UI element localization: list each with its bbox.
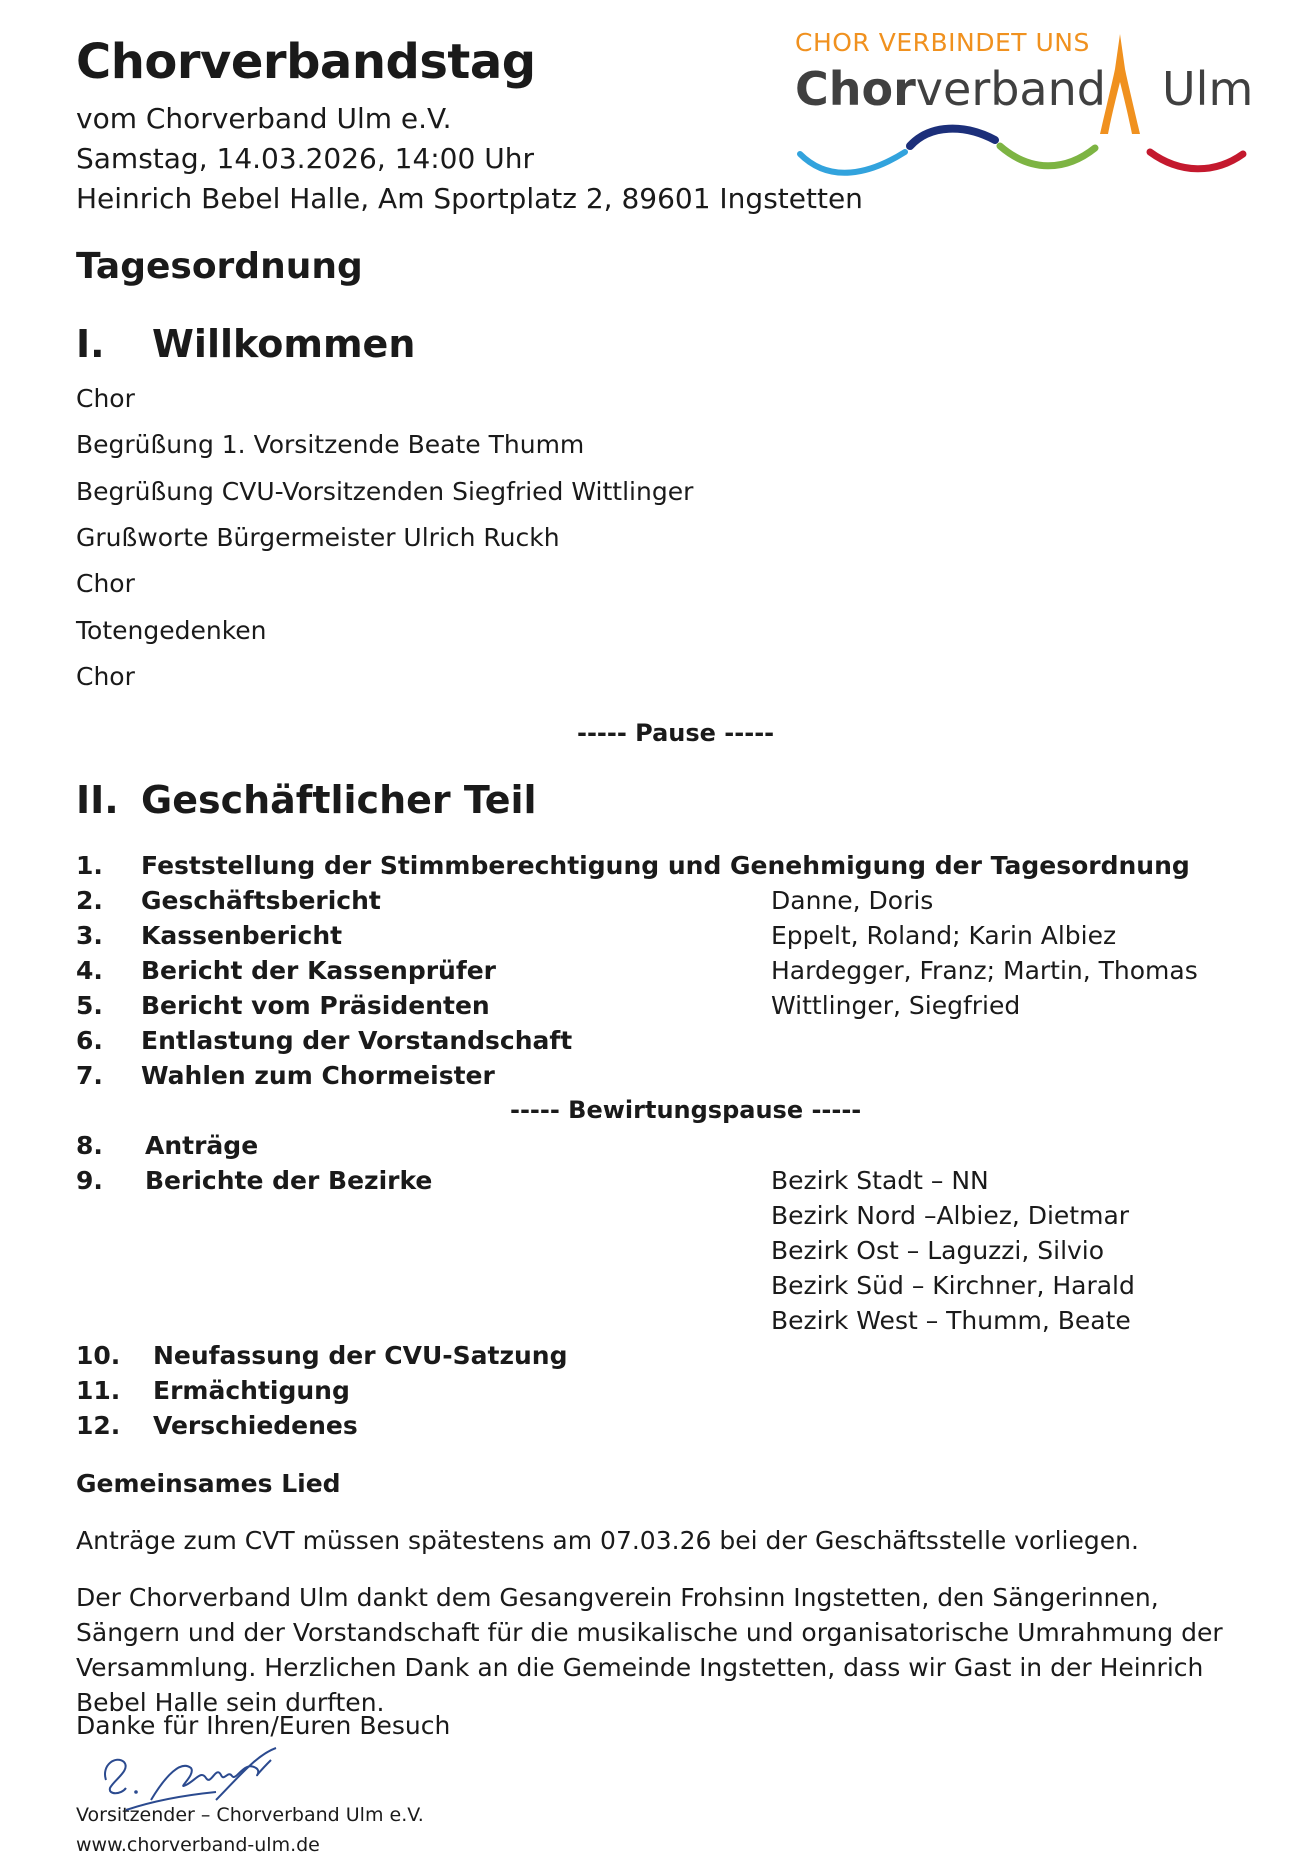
agenda-item-number: 4. (76, 956, 103, 985)
agenda-item-label: Neufassung der CVU-Satzung (153, 1341, 568, 1370)
section2-number: II. (76, 778, 119, 822)
common-song: Gemeinsames Lied (76, 1469, 341, 1498)
section1-title: Willkommen (152, 322, 416, 366)
agenda-item-number: 10. (76, 1341, 121, 1370)
welcome-item: Chor (76, 384, 135, 413)
district-report: Bezirk Stadt – NN (771, 1166, 989, 1195)
agenda-item-responsible: Danne, Doris (771, 886, 934, 915)
agenda-item-label: Kassenbericht (141, 921, 343, 950)
agenda-item-label: Verschiedenes (153, 1411, 358, 1440)
agenda-item-label: Berichte der Bezirke (145, 1166, 433, 1195)
agenda-item-number: 2. (76, 886, 103, 915)
logo-spire-shape (1100, 34, 1140, 134)
agenda-item-number: 1. (76, 851, 103, 880)
agenda-item-number: 11. (76, 1376, 121, 1405)
welcome-item: Begrüßung 1. Vorsitzende Beate Thumm (76, 430, 585, 459)
signer-role: Vorsitzender – Chorverband Ulm e.V. (76, 1804, 424, 1826)
welcome-item: Chor (76, 569, 135, 598)
location-line: Heinrich Bebel Halle, Am Sportplatz 2, 89601 Ingstetten (76, 182, 863, 215)
logo-wave-lightblue (800, 152, 905, 173)
organizer-line: vom Chorverband Ulm e.V. (76, 102, 452, 135)
agenda-item-label: Bericht der Kassenprüfer (141, 956, 497, 985)
date-time-line: Samstag, 14.03.2026, 14:00 Uhr (76, 142, 534, 175)
logo-wave-green (1000, 146, 1095, 166)
agenda-item-label: Anträge (145, 1131, 259, 1160)
bewirtungspause-separator: ----- Bewirtungspause ----- (510, 1096, 862, 1124)
logo-city: Ulm (1162, 62, 1254, 116)
section2-title: Geschäftlicher Teil (141, 778, 537, 822)
agenda-item-label: Bericht vom Präsidenten (141, 991, 490, 1020)
district-report: Bezirk Ost – Laguzzi, Silvio (771, 1236, 1105, 1265)
agenda-item-label: Ermächtigung (153, 1376, 350, 1405)
agenda-item-number: 12. (76, 1411, 121, 1440)
logo-graphic (795, 24, 1255, 184)
agenda-heading: Tagesordnung (76, 246, 363, 287)
agenda-item-number: 9. (76, 1166, 103, 1195)
district-report: Bezirk Nord –Albiez, Dietmar (771, 1201, 1130, 1230)
agenda-item-number: 5. (76, 991, 103, 1020)
logo-slogan: CHOR VERBINDET UNS (795, 28, 1090, 57)
welcome-item: Grußworte Bürgermeister Ulrich Ruckh (76, 523, 560, 552)
district-report: Bezirk Süd – Kirchner, Harald (771, 1271, 1135, 1300)
website-link[interactable]: www.chorverband-ulm.de (76, 1834, 320, 1856)
logo-wave-red (1150, 152, 1243, 169)
farewell-line: Danke für Ihren/Euren Besuch (76, 1711, 451, 1740)
pause-separator: ----- Pause ----- (577, 719, 775, 747)
agenda-item-number: 6. (76, 1026, 103, 1055)
agenda-item-number: 8. (76, 1131, 103, 1160)
logo-wave-blue (910, 129, 995, 146)
district-report: Bezirk West – Thumm, Beate (771, 1306, 1131, 1335)
agenda-item-label: Feststellung der Stimmberechtigung und Genehmigung der Tagesordnung (141, 851, 1190, 880)
agenda-item-label: Geschäftsbericht (141, 886, 381, 915)
welcome-item: Totengedenken (76, 616, 267, 645)
deadline-note: Anträge zum CVT müssen spätestens am 07.03.26 bei der Geschäftsstelle vorliegen. (76, 1526, 1139, 1555)
agenda-item-number: 3. (76, 921, 103, 950)
logo-wordmark-rest: verband (915, 62, 1106, 116)
agenda-item-responsible: Hardegger, Franz; Martin, Thomas (771, 956, 1198, 985)
thanks-paragraph: Der Chorverband Ulm dankt dem Gesangverein Frohsinn Ingstetten, den Sängerinnen, Sängern und der Vorstandschaft für die musikalische und organisatorische Umrahmung der Versammlung. Herzlichen Dank an die Gemeinde Ingstetten, dass wir Gast in der Heinrich Bebel Halle sein durften. (76, 1583, 1223, 1717)
agenda-item-number: 7. (76, 1061, 103, 1090)
logo-wordmark-bold: Chor (795, 62, 916, 116)
agenda-item-label: Entlastung der Vorstandschaft (141, 1026, 573, 1055)
agenda-item-responsible: Wittlinger, Siegfried (771, 991, 1021, 1020)
welcome-item: Chor (76, 662, 135, 691)
welcome-item: Begrüßung CVU-Vorsitzenden Siegfried Wittlinger (76, 477, 694, 506)
chorverband-logo (795, 24, 1255, 184)
agenda-item-responsible: Eppelt, Roland; Karin Albiez (771, 921, 1117, 950)
page-title: Chorverbandstag (76, 34, 536, 90)
section1-number: I. (76, 322, 105, 366)
agenda-item-label: Wahlen zum Chormeister (141, 1061, 495, 1090)
